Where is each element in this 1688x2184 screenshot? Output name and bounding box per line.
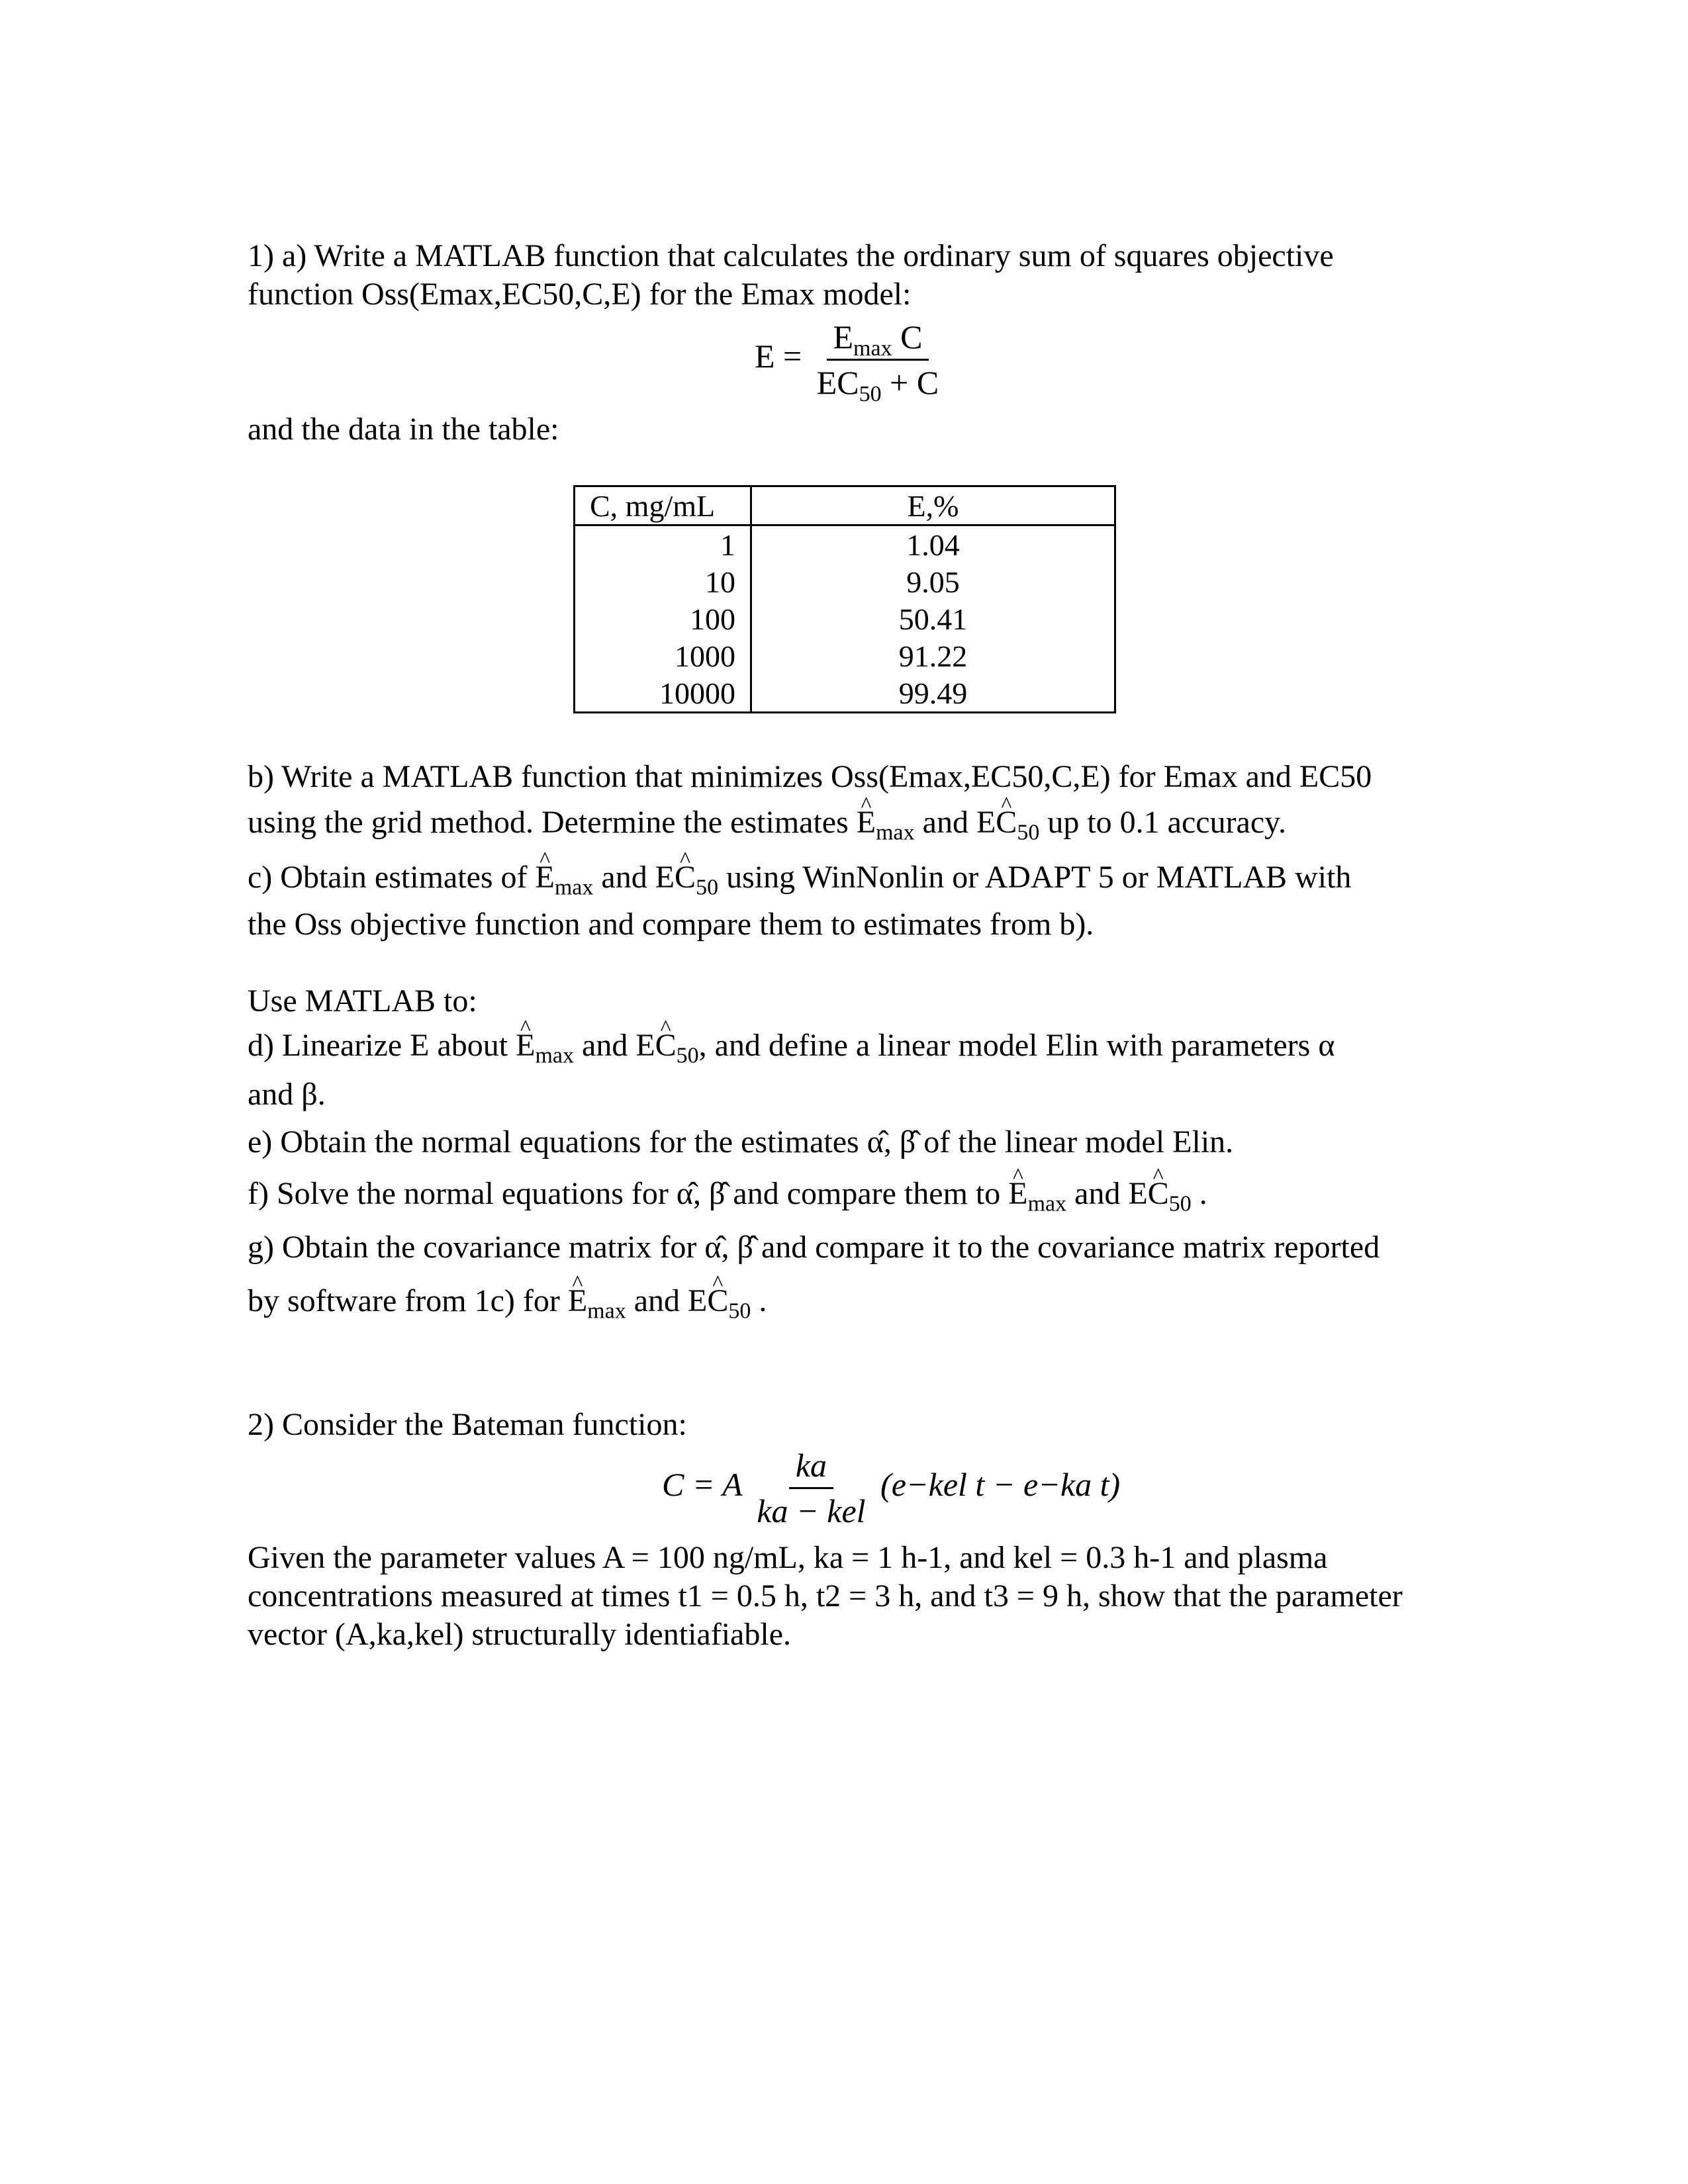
emax-hat-symbol: ^ E [568, 1282, 587, 1320]
bateman-lhs: C = A [662, 1465, 742, 1503]
table-row [575, 563, 1115, 600]
ec50-hat-symbol: E^ C [976, 805, 1017, 840]
table-cell: 91.22 [898, 639, 968, 673]
q1d-line2: and β. [248, 1077, 326, 1112]
emax-formula-fraction: $\frac{E_{max} C}{EC_{50} + C}$ [816, 318, 939, 406]
q1c-line1: c) Obtain estimates of ^ $E_{max}$ and E^ $C_{50}$ using WinNonlin or ADAPT 5 or MATLAB with [248, 858, 1351, 897]
q1a-line2: function Oss(Emax,EC50,C,E) for the Emax model: [248, 277, 912, 312]
table-cell: 100 [575, 600, 751, 637]
emax-hat-symbol: ^ E [1008, 1175, 1027, 1213]
table-row [575, 525, 1115, 564]
q1f-line: f) Solve the normal equations for α̂, β̂ and compare them to ^ $E_{max}$ and E^ $C_{50}$ . [248, 1175, 1207, 1213]
table-cell: 1 [575, 525, 751, 564]
q1b-line2: using the grid method. Determine the estimates ^ $E_{max}$ and E^ $C_{50}$ up to 0.1 accuracy. [248, 803, 1286, 842]
q1a-line1: 1) a) Write a MATLAB function that calculates the ordinary sum of squares objective [248, 238, 1334, 273]
table-header-row [575, 486, 1115, 525]
q1c-line2: the Oss objective function and compare them to estimates from b). [248, 907, 1094, 942]
emax-formula [755, 318, 945, 406]
table-header-cell: C, mg/mL [575, 486, 751, 525]
emax-formula-lhs: E = [755, 337, 802, 375]
ec50-hat-symbol: E^ C [1128, 1176, 1168, 1211]
q1d-line1: d) Linearize E about ^ $E_{max}$ and E^ $C_{50}$, and define a linear model Elin with parameters α [248, 1026, 1335, 1065]
emax-hat-symbol: ^ E [516, 1026, 535, 1065]
table-cell: 9.05 [906, 565, 960, 599]
q2-text-line2: concentrations measured at times t1 = 0.5 h, t2 = 3 h, and t3 = 9 h, show that the parameter [248, 1578, 1403, 1614]
table-row [575, 600, 1115, 637]
emax-hat-symbol: ^ E [857, 803, 876, 842]
q1g-line2: by software from 1c) for ^ $E_{max}$ and E^ $C_{50}$ . [248, 1282, 767, 1320]
ec50-hat-symbol: E^ C [688, 1283, 728, 1318]
bateman-formula [662, 1446, 1120, 1530]
table-cell: 50.41 [898, 602, 968, 636]
q1g-line1: g) Obtain the covariance matrix for α̂, β̂ and compare it to the covariance matrix reported [248, 1230, 1380, 1265]
q2-text-line1: Given the parameter values A = 100 ng/mL, ka = 1 h-1, and kel = 0.3 h-1 and plasma [248, 1540, 1328, 1575]
table-cell: 1.04 [906, 527, 960, 562]
emax-hat-symbol: ^ E [536, 858, 555, 897]
data-table [573, 485, 1116, 713]
table-cell: 1000 [575, 637, 751, 674]
q1b-line1: b) Write a MATLAB function that minimizes Oss(Emax,EC50,C,E) for Emax and EC50 [248, 759, 1372, 794]
table-row [575, 674, 1115, 713]
q2-intro: 2) Consider the Bateman function: [248, 1407, 687, 1442]
table-cell: 10 [575, 563, 751, 600]
q1e-line: e) Obtain the normal equations for the estimates α̂, β̂ of the linear model Elin. [248, 1124, 1234, 1160]
bateman-fraction: $\frac{ka}{\text{ka − kel}}$ [757, 1447, 866, 1529]
table-header-cell: E,% [751, 486, 1115, 525]
q2-text-line3: vector (A,ka,kel) structurally identiafiable. [248, 1617, 791, 1652]
table-cell: 99.49 [898, 676, 968, 710]
bateman-exponential-term: (e−kel t − e−ka t) [880, 1465, 1121, 1503]
table-row [575, 637, 1115, 674]
table-cell: 10000 [575, 674, 751, 713]
ec50-hat-symbol: E^ C [635, 1028, 676, 1063]
use-matlab-line: Use MATLAB to: [248, 983, 477, 1019]
ec50-hat-symbol: E^ C [655, 860, 696, 895]
data-intro: and the data in the table: [248, 412, 559, 447]
